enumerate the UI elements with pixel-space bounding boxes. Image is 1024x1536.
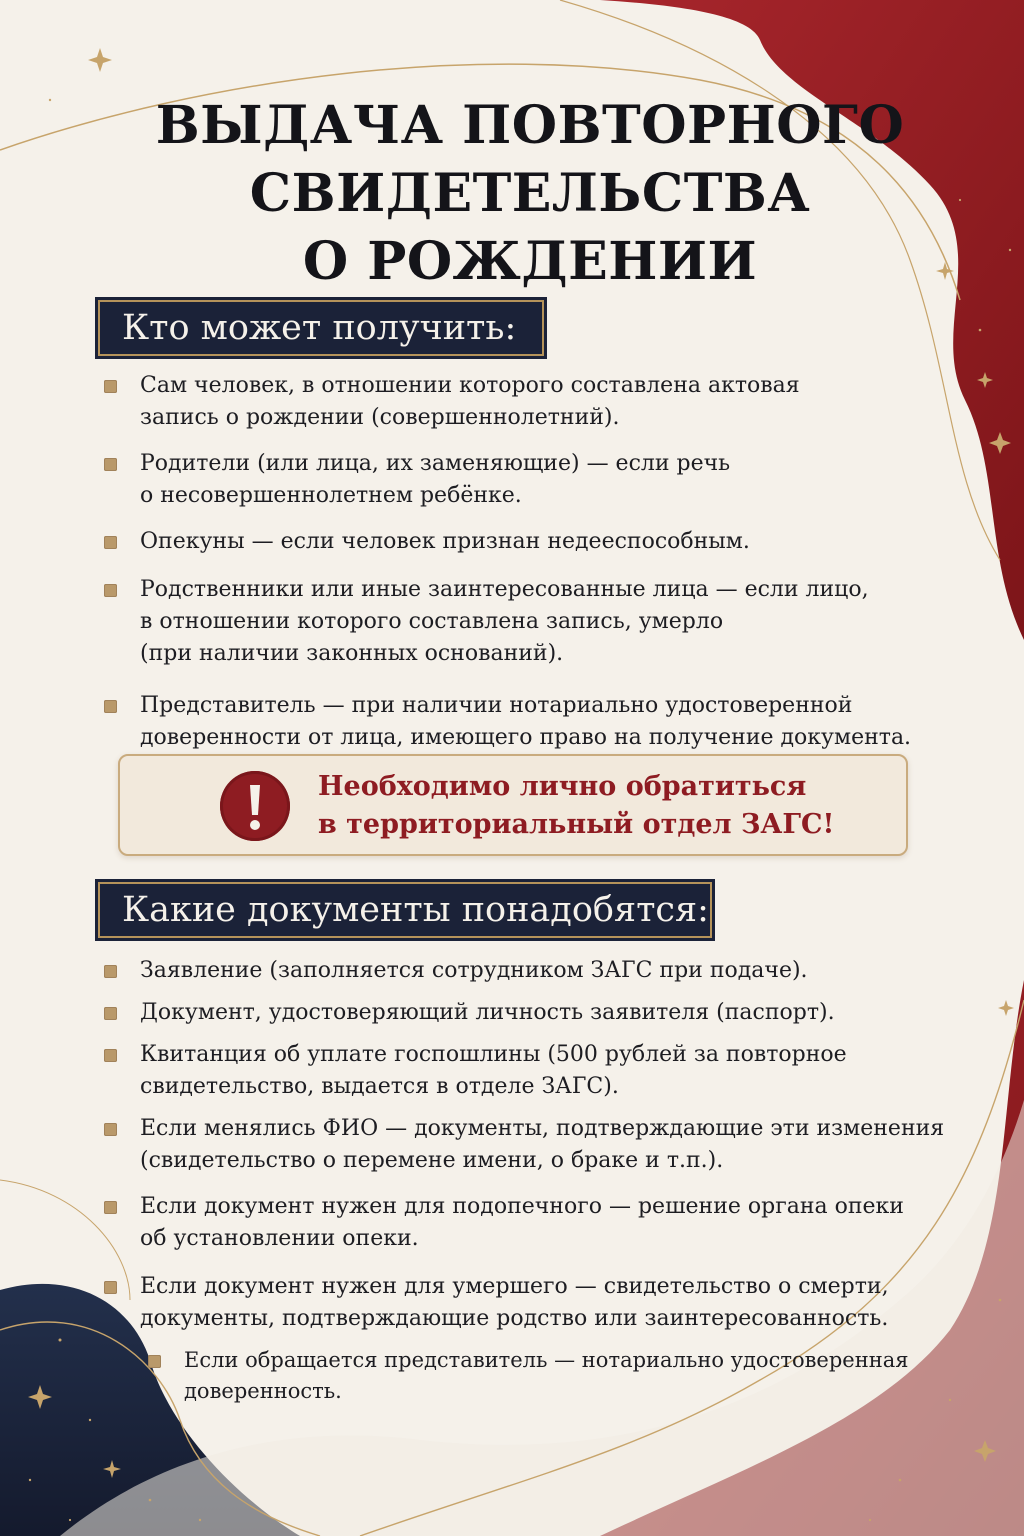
list-item: Родители (или лица, их заменяющие) — если речь о несовершеннолетнем ребёнке. [100,448,960,512]
bullet-icon [104,700,117,713]
notice-box [118,754,908,856]
bullet-icon [104,1123,117,1136]
list-subitem: Если обращается представитель — нотариально удостоверенная доверенность. [144,1345,1000,1407]
list-item: Если документ нужен для подопечного — решение органа опеки об установлении опеки. [100,1191,1000,1255]
list-item: Заявление (заполняется сотрудником ЗАГС при подаче). [100,955,1000,987]
list-item: Квитанция об уплате госпошлины (500 рублей за повторное свидетельство, выдается в отделе ЗАГС). [100,1039,1000,1103]
list-item: Если документ нужен для умершего — свидетельство о смерти, документы, подтверждающие родство или заинтересованность. [100,1271,1000,1335]
notice-line: в территориальный отдел ЗАГС! [318,809,835,840]
exclamation-icon [220,771,290,841]
bullet-icon [104,1049,117,1062]
list-item: Документ, удостоверяющий личность заявителя (паспорт). [100,997,1000,1029]
title-line-2: СВИДЕТЕЛЬСТВА [249,163,811,224]
list-item: Представитель — при наличии нотариально удостоверенной доверенности от лица, имеющего право на получение документа. [100,690,960,754]
bullet-icon [104,458,117,471]
bullet-icon [104,965,117,978]
list-item: Если менялись ФИО — документы, подтверждающие эти изменения (свидетельство о перемене имени, о браке и т.п.). [100,1113,1000,1177]
docs-heading: Какие документы понадобятся: [98,882,712,938]
list-item: Сам человек, в отношении которого составлена актовая запись о рождении (совершеннолетний). [100,370,960,434]
bullet-icon [104,1007,117,1020]
title-line-3: О РОЖДЕНИИ [302,231,758,292]
bullet-icon [104,584,117,597]
who-list [100,370,960,754]
list-item: Опекуны — если человек признан недееспособным. [100,526,960,558]
bullet-icon [104,1201,117,1214]
list-item: Родственники или иные заинтересованные лица — если лицо, в отношении которого составлена запись, умерло (при наличии законных оснований). [100,574,960,670]
bullet-icon [104,536,117,549]
notice-line: Необходимо лично обратиться [318,771,807,802]
notice-text [318,768,898,844]
who-heading: Кто может получить: [98,300,544,356]
bullet-icon [104,1281,117,1294]
bullet-icon [104,380,117,393]
docs-list [100,955,1000,1417]
page-title [130,92,930,296]
title-line-1: ВЫДАЧА ПОВТОРНОГО [155,95,905,156]
bullet-icon [148,1355,161,1368]
